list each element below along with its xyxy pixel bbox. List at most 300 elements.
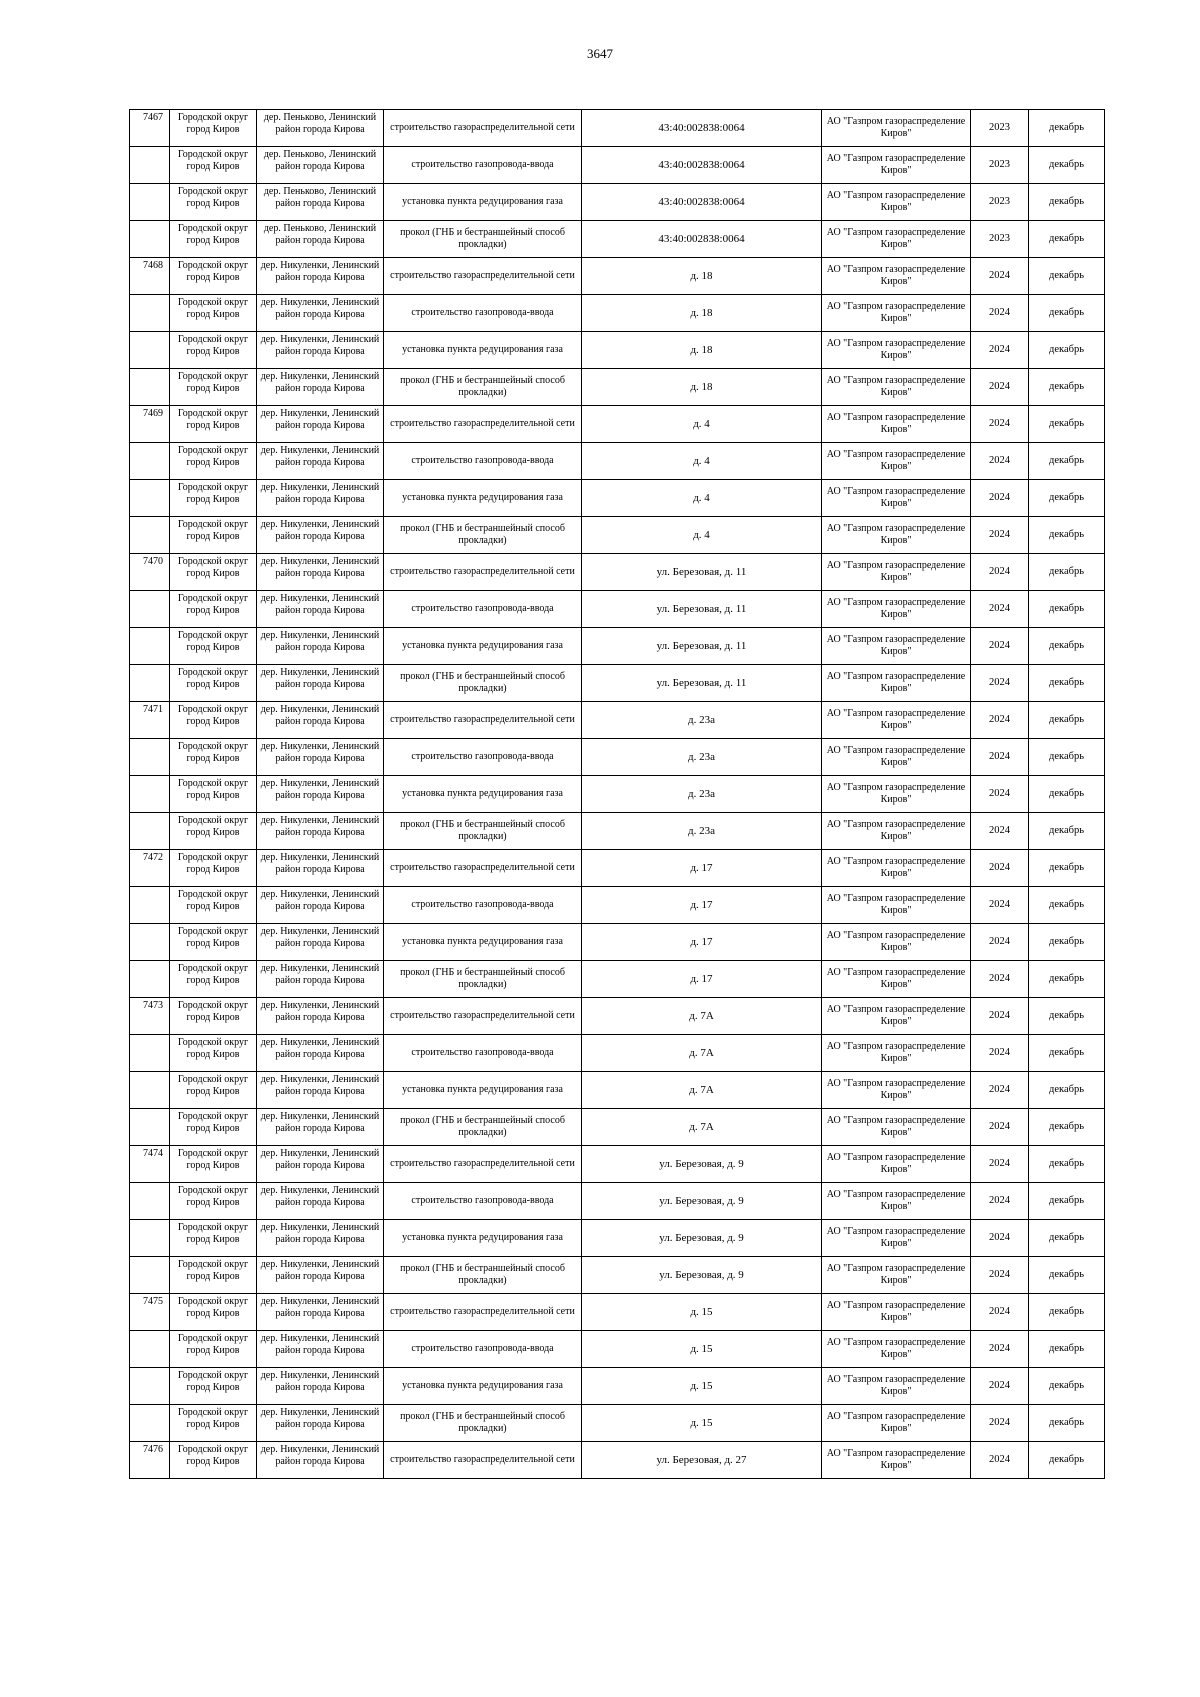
cell-month: декабрь — [1029, 480, 1105, 517]
cell-municipality: Городской округ город Киров — [170, 406, 257, 443]
cell-organization: АО "Газпром газораспределение Киров" — [822, 147, 971, 184]
cell-organization: АО "Газпром газораспределение Киров" — [822, 1035, 971, 1072]
cell-work-type: строительство газопровода-ввода — [384, 1331, 582, 1368]
cell-settlement: дер. Никуленки, Ленинский район города Кирова — [257, 924, 384, 961]
cell-settlement: дер. Никуленки, Ленинский район города Кирова — [257, 1035, 384, 1072]
page-number: 3647 — [587, 46, 613, 61]
cell-work-type: строительство газораспределительной сети — [384, 554, 582, 591]
cell-address: д. 7А — [582, 1072, 822, 1109]
cell-entry-number — [130, 147, 170, 184]
cell-work-type: установка пункта редуцирования газа — [384, 628, 582, 665]
cell-year: 2024 — [971, 813, 1029, 850]
cell-entry-number: 7467 — [130, 110, 170, 147]
cell-month: декабрь — [1029, 739, 1105, 776]
cell-work-type: строительство газопровода-ввода — [384, 295, 582, 332]
cell-year: 2024 — [971, 295, 1029, 332]
cell-year: 2024 — [971, 1183, 1029, 1220]
cell-year: 2024 — [971, 517, 1029, 554]
cell-entry-number: 7474 — [130, 1146, 170, 1183]
cell-address: 43:40:002838:0064 — [582, 221, 822, 258]
cell-month: декабрь — [1029, 332, 1105, 369]
table-row — [130, 628, 1105, 665]
table-row — [130, 1183, 1105, 1220]
cell-year: 2024 — [971, 1368, 1029, 1405]
cell-municipality: Городской округ город Киров — [170, 480, 257, 517]
table-row — [130, 184, 1105, 221]
cell-municipality: Городской округ город Киров — [170, 739, 257, 776]
cell-month: декабрь — [1029, 628, 1105, 665]
cell-month: декабрь — [1029, 1072, 1105, 1109]
table-row — [130, 776, 1105, 813]
cell-month: декабрь — [1029, 1146, 1105, 1183]
table-row — [130, 591, 1105, 628]
cell-year: 2024 — [971, 1109, 1029, 1146]
cell-organization: АО "Газпром газораспределение Киров" — [822, 591, 971, 628]
cell-year: 2024 — [971, 258, 1029, 295]
cell-address: ул. Березовая, д. 9 — [582, 1146, 822, 1183]
cell-month: декабрь — [1029, 961, 1105, 998]
cell-organization: АО "Газпром газораспределение Киров" — [822, 221, 971, 258]
table-row — [130, 924, 1105, 961]
cell-address: ул. Березовая, д. 11 — [582, 554, 822, 591]
cell-municipality: Городской округ город Киров — [170, 554, 257, 591]
cell-work-type: установка пункта редуцирования газа — [384, 924, 582, 961]
cell-month: декабрь — [1029, 554, 1105, 591]
cell-entry-number — [130, 221, 170, 258]
cell-month: декабрь — [1029, 443, 1105, 480]
cell-entry-number: 7476 — [130, 1442, 170, 1479]
cell-month: декабрь — [1029, 110, 1105, 147]
cell-month: декабрь — [1029, 258, 1105, 295]
cell-municipality: Городской округ город Киров — [170, 1072, 257, 1109]
cell-month: декабрь — [1029, 1035, 1105, 1072]
cell-municipality: Городской округ город Киров — [170, 258, 257, 295]
cell-address: д. 23а — [582, 702, 822, 739]
cell-address: д. 7А — [582, 1035, 822, 1072]
cell-settlement: дер. Никуленки, Ленинский район города Кирова — [257, 702, 384, 739]
cell-year: 2024 — [971, 591, 1029, 628]
cell-work-type: строительство газораспределительной сети — [384, 998, 582, 1035]
cell-municipality: Городской округ город Киров — [170, 443, 257, 480]
cell-work-type: строительство газораспределительной сети — [384, 258, 582, 295]
table-row — [130, 295, 1105, 332]
cell-settlement: дер. Никуленки, Ленинский район города Кирова — [257, 1405, 384, 1442]
cell-year: 2024 — [971, 1331, 1029, 1368]
cell-settlement: дер. Никуленки, Ленинский район города Кирова — [257, 628, 384, 665]
cell-address: ул. Березовая, д. 9 — [582, 1257, 822, 1294]
cell-month: декабрь — [1029, 1220, 1105, 1257]
cell-address: ул. Березовая, д. 27 — [582, 1442, 822, 1479]
cell-year: 2024 — [971, 998, 1029, 1035]
cell-work-type: прокол (ГНБ и бестраншейный способ прокладки) — [384, 961, 582, 998]
cell-settlement: дер. Пеньково, Ленинский район города Кирова — [257, 147, 384, 184]
cell-municipality: Городской округ город Киров — [170, 1109, 257, 1146]
cell-month: декабрь — [1029, 1442, 1105, 1479]
cell-address: д. 23а — [582, 739, 822, 776]
cell-work-type: установка пункта редуцирования газа — [384, 776, 582, 813]
cell-month: декабрь — [1029, 1405, 1105, 1442]
cell-work-type: строительство газопровода-ввода — [384, 1183, 582, 1220]
cell-settlement: дер. Никуленки, Ленинский район города Кирова — [257, 295, 384, 332]
cell-year: 2023 — [971, 184, 1029, 221]
cell-settlement: дер. Никуленки, Ленинский район города Кирова — [257, 517, 384, 554]
cell-work-type: установка пункта редуцирования газа — [384, 1368, 582, 1405]
cell-organization: АО "Газпром газораспределение Киров" — [822, 628, 971, 665]
cell-year: 2024 — [971, 554, 1029, 591]
cell-organization: АО "Газпром газораспределение Киров" — [822, 480, 971, 517]
cell-municipality: Городской округ город Киров — [170, 850, 257, 887]
cell-settlement: дер. Никуленки, Ленинский район города Кирова — [257, 591, 384, 628]
cell-settlement: дер. Никуленки, Ленинский район города Кирова — [257, 1368, 384, 1405]
cell-address: ул. Березовая, д. 11 — [582, 628, 822, 665]
cell-municipality: Городской округ город Киров — [170, 702, 257, 739]
cell-work-type: строительство газораспределительной сети — [384, 850, 582, 887]
cell-entry-number: 7469 — [130, 406, 170, 443]
cell-settlement: дер. Пеньково, Ленинский район города Кирова — [257, 221, 384, 258]
cell-work-type: прокол (ГНБ и бестраншейный способ прокладки) — [384, 1109, 582, 1146]
table-row — [130, 850, 1105, 887]
table-row — [130, 406, 1105, 443]
cell-month: декабрь — [1029, 1368, 1105, 1405]
cell-entry-number — [130, 591, 170, 628]
cell-year: 2024 — [971, 961, 1029, 998]
table-row — [130, 1405, 1105, 1442]
table-row — [130, 961, 1105, 998]
cell-organization: АО "Газпром газораспределение Киров" — [822, 369, 971, 406]
table-row — [130, 1220, 1105, 1257]
cell-work-type: строительство газораспределительной сети — [384, 1294, 582, 1331]
cell-month: декабрь — [1029, 1294, 1105, 1331]
cell-settlement: дер. Никуленки, Ленинский район города Кирова — [257, 961, 384, 998]
cell-settlement: дер. Никуленки, Ленинский район города Кирова — [257, 480, 384, 517]
cell-year: 2024 — [971, 665, 1029, 702]
cell-entry-number — [130, 1035, 170, 1072]
cell-municipality: Городской округ город Киров — [170, 184, 257, 221]
cell-municipality: Городской округ город Киров — [170, 110, 257, 147]
table-row — [130, 147, 1105, 184]
cell-municipality: Городской округ город Киров — [170, 1442, 257, 1479]
cell-year: 2023 — [971, 110, 1029, 147]
table-row — [130, 1109, 1105, 1146]
cell-municipality: Городской округ город Киров — [170, 1405, 257, 1442]
table-row — [130, 517, 1105, 554]
cell-work-type: строительство газопровода-ввода — [384, 147, 582, 184]
cell-month: декабрь — [1029, 998, 1105, 1035]
cell-settlement: дер. Никуленки, Ленинский район города Кирова — [257, 1146, 384, 1183]
cell-settlement: дер. Никуленки, Ленинский район города Кирова — [257, 998, 384, 1035]
cell-organization: АО "Газпром газораспределение Киров" — [822, 1146, 971, 1183]
cell-municipality: Городской округ город Киров — [170, 665, 257, 702]
cell-entry-number — [130, 776, 170, 813]
table-row — [130, 998, 1105, 1035]
table-row — [130, 1368, 1105, 1405]
cell-work-type: строительство газопровода-ввода — [384, 443, 582, 480]
cell-work-type: установка пункта редуцирования газа — [384, 1220, 582, 1257]
table-row — [130, 369, 1105, 406]
table-row — [130, 258, 1105, 295]
cell-month: декабрь — [1029, 591, 1105, 628]
cell-address: д. 15 — [582, 1368, 822, 1405]
table-body — [130, 110, 1105, 1479]
cell-organization: АО "Газпром газораспределение Киров" — [822, 702, 971, 739]
cell-year: 2024 — [971, 1257, 1029, 1294]
cell-work-type: установка пункта редуцирования газа — [384, 1072, 582, 1109]
cell-month: декабрь — [1029, 147, 1105, 184]
cell-settlement: дер. Никуленки, Ленинский район города Кирова — [257, 554, 384, 591]
cell-municipality: Городской округ город Киров — [170, 998, 257, 1035]
cell-address: д. 17 — [582, 887, 822, 924]
cell-address: ул. Березовая, д. 11 — [582, 591, 822, 628]
cell-municipality: Городской округ город Киров — [170, 961, 257, 998]
cell-settlement: дер. Никуленки, Ленинский район города Кирова — [257, 1109, 384, 1146]
cell-work-type: строительство газораспределительной сети — [384, 1146, 582, 1183]
cell-month: декабрь — [1029, 702, 1105, 739]
cell-address: д. 18 — [582, 295, 822, 332]
cell-municipality: Городской округ город Киров — [170, 924, 257, 961]
cell-work-type: прокол (ГНБ и бестраншейный способ прокладки) — [384, 517, 582, 554]
cell-address: д. 15 — [582, 1331, 822, 1368]
cell-work-type: строительство газопровода-ввода — [384, 739, 582, 776]
cell-address: 43:40:002838:0064 — [582, 184, 822, 221]
table-row — [130, 1257, 1105, 1294]
cell-entry-number — [130, 480, 170, 517]
cell-municipality: Городской округ город Киров — [170, 628, 257, 665]
cell-organization: АО "Газпром газораспределение Киров" — [822, 961, 971, 998]
cell-month: декабрь — [1029, 887, 1105, 924]
table-row — [130, 813, 1105, 850]
cell-year: 2024 — [971, 628, 1029, 665]
cell-work-type: строительство газораспределительной сети — [384, 110, 582, 147]
cell-organization: АО "Газпром газораспределение Киров" — [822, 1072, 971, 1109]
cell-entry-number: 7475 — [130, 1294, 170, 1331]
cell-municipality: Городской округ город Киров — [170, 591, 257, 628]
cell-settlement: дер. Никуленки, Ленинский район города Кирова — [257, 665, 384, 702]
cell-entry-number — [130, 961, 170, 998]
cell-municipality: Городской округ город Киров — [170, 1220, 257, 1257]
cell-entry-number — [130, 887, 170, 924]
cell-organization: АО "Газпром газораспределение Киров" — [822, 554, 971, 591]
table-row — [130, 887, 1105, 924]
cell-organization: АО "Газпром газораспределение Киров" — [822, 184, 971, 221]
cell-entry-number — [130, 1257, 170, 1294]
cell-entry-number: 7471 — [130, 702, 170, 739]
cell-entry-number — [130, 1220, 170, 1257]
cell-settlement: дер. Никуленки, Ленинский район города Кирова — [257, 1183, 384, 1220]
cell-municipality: Городской округ город Киров — [170, 295, 257, 332]
cell-organization: АО "Газпром газораспределение Киров" — [822, 1183, 971, 1220]
cell-year: 2023 — [971, 147, 1029, 184]
cell-address: д. 18 — [582, 258, 822, 295]
cell-work-type: прокол (ГНБ и бестраншейный способ прокладки) — [384, 1257, 582, 1294]
cell-work-type: прокол (ГНБ и бестраншейный способ прокладки) — [384, 813, 582, 850]
cell-organization: АО "Газпром газораспределение Киров" — [822, 924, 971, 961]
table-row — [130, 1035, 1105, 1072]
cell-organization: АО "Газпром газораспределение Киров" — [822, 739, 971, 776]
cell-entry-number — [130, 924, 170, 961]
cell-settlement: дер. Никуленки, Ленинский район города Кирова — [257, 1220, 384, 1257]
cell-address: д. 7А — [582, 998, 822, 1035]
table-row — [130, 739, 1105, 776]
table-row — [130, 665, 1105, 702]
cell-settlement: дер. Никуленки, Ленинский район города Кирова — [257, 813, 384, 850]
table-row — [130, 1146, 1105, 1183]
cell-municipality: Городской округ город Киров — [170, 1368, 257, 1405]
cell-municipality: Городской округ город Киров — [170, 147, 257, 184]
cell-organization: АО "Газпром газораспределение Киров" — [822, 1405, 971, 1442]
cell-settlement: дер. Никуленки, Ленинский район города Кирова — [257, 369, 384, 406]
cell-year: 2024 — [971, 443, 1029, 480]
table-row — [130, 110, 1105, 147]
cell-entry-number — [130, 813, 170, 850]
cell-year: 2024 — [971, 850, 1029, 887]
cell-month: декабрь — [1029, 369, 1105, 406]
cell-work-type: строительство газопровода-ввода — [384, 591, 582, 628]
gasification-register-table — [129, 109, 1105, 1479]
cell-year: 2024 — [971, 887, 1029, 924]
cell-municipality: Городской округ город Киров — [170, 1035, 257, 1072]
cell-entry-number: 7468 — [130, 258, 170, 295]
table-row — [130, 443, 1105, 480]
cell-settlement: дер. Никуленки, Ленинский район города Кирова — [257, 1257, 384, 1294]
cell-month: декабрь — [1029, 184, 1105, 221]
cell-municipality: Городской округ город Киров — [170, 776, 257, 813]
cell-work-type: строительство газопровода-ввода — [384, 1035, 582, 1072]
cell-year: 2024 — [971, 1405, 1029, 1442]
cell-entry-number — [130, 1331, 170, 1368]
cell-work-type: прокол (ГНБ и бестраншейный способ прокладки) — [384, 1405, 582, 1442]
cell-work-type: строительство газопровода-ввода — [384, 887, 582, 924]
cell-organization: АО "Газпром газораспределение Киров" — [822, 1294, 971, 1331]
cell-work-type: строительство газораспределительной сети — [384, 1442, 582, 1479]
cell-settlement: дер. Никуленки, Ленинский район города Кирова — [257, 406, 384, 443]
cell-settlement: дер. Никуленки, Ленинский район города Кирова — [257, 1072, 384, 1109]
cell-work-type: строительство газораспределительной сети — [384, 406, 582, 443]
cell-year: 2024 — [971, 1035, 1029, 1072]
cell-organization: АО "Газпром газораспределение Киров" — [822, 887, 971, 924]
table-row — [130, 1294, 1105, 1331]
cell-organization: АО "Газпром газораспределение Киров" — [822, 665, 971, 702]
cell-organization: АО "Газпром газораспределение Киров" — [822, 1368, 971, 1405]
cell-year: 2024 — [971, 776, 1029, 813]
cell-organization: АО "Газпром газораспределение Киров" — [822, 850, 971, 887]
cell-settlement: дер. Никуленки, Ленинский район города Кирова — [257, 1294, 384, 1331]
cell-organization: АО "Газпром газораспределение Киров" — [822, 332, 971, 369]
cell-address: д. 23а — [582, 776, 822, 813]
cell-work-type: прокол (ГНБ и бестраншейный способ прокладки) — [384, 369, 582, 406]
cell-organization: АО "Газпром газораспределение Киров" — [822, 1442, 971, 1479]
cell-municipality: Городской округ город Киров — [170, 332, 257, 369]
cell-year: 2024 — [971, 1146, 1029, 1183]
cell-address: д. 17 — [582, 850, 822, 887]
cell-entry-number — [130, 739, 170, 776]
cell-organization: АО "Газпром газораспределение Киров" — [822, 1109, 971, 1146]
cell-organization: АО "Газпром газораспределение Киров" — [822, 998, 971, 1035]
cell-month: декабрь — [1029, 776, 1105, 813]
cell-month: декабрь — [1029, 221, 1105, 258]
table-row — [130, 1442, 1105, 1479]
cell-month: декабрь — [1029, 1257, 1105, 1294]
cell-organization: АО "Газпром газораспределение Киров" — [822, 1257, 971, 1294]
cell-entry-number — [130, 184, 170, 221]
cell-month: декабрь — [1029, 295, 1105, 332]
cell-organization: АО "Газпром газораспределение Киров" — [822, 110, 971, 147]
cell-year: 2024 — [971, 1442, 1029, 1479]
cell-work-type: прокол (ГНБ и бестраншейный способ прокладки) — [384, 665, 582, 702]
table-row — [130, 1072, 1105, 1109]
cell-address: д. 15 — [582, 1294, 822, 1331]
cell-entry-number: 7470 — [130, 554, 170, 591]
cell-month: декабрь — [1029, 1331, 1105, 1368]
cell-address: д. 4 — [582, 480, 822, 517]
cell-address: д. 4 — [582, 406, 822, 443]
cell-address: 43:40:002838:0064 — [582, 147, 822, 184]
cell-month: декабрь — [1029, 1183, 1105, 1220]
cell-entry-number — [130, 665, 170, 702]
cell-organization: АО "Газпром газораспределение Киров" — [822, 1220, 971, 1257]
cell-municipality: Городской округ город Киров — [170, 221, 257, 258]
cell-organization: АО "Газпром газораспределение Киров" — [822, 258, 971, 295]
cell-municipality: Городской округ город Киров — [170, 517, 257, 554]
cell-entry-number — [130, 369, 170, 406]
cell-entry-number — [130, 1109, 170, 1146]
cell-entry-number — [130, 443, 170, 480]
cell-settlement: дер. Никуленки, Ленинский район города Кирова — [257, 850, 384, 887]
cell-address: д. 15 — [582, 1405, 822, 1442]
cell-organization: АО "Газпром газораспределение Киров" — [822, 295, 971, 332]
cell-month: декабрь — [1029, 850, 1105, 887]
cell-entry-number — [130, 1183, 170, 1220]
cell-address: д. 18 — [582, 369, 822, 406]
cell-settlement: дер. Никуленки, Ленинский район города Кирова — [257, 258, 384, 295]
cell-municipality: Городской округ город Киров — [170, 1146, 257, 1183]
table-row — [130, 332, 1105, 369]
cell-month: декабрь — [1029, 924, 1105, 961]
cell-settlement: дер. Никуленки, Ленинский район города Кирова — [257, 443, 384, 480]
cell-entry-number: 7472 — [130, 850, 170, 887]
cell-entry-number — [130, 295, 170, 332]
cell-settlement: дер. Пеньково, Ленинский район города Кирова — [257, 110, 384, 147]
cell-work-type: установка пункта редуцирования газа — [384, 480, 582, 517]
cell-municipality: Городской округ город Киров — [170, 1183, 257, 1220]
cell-year: 2024 — [971, 406, 1029, 443]
cell-settlement: дер. Никуленки, Ленинский район города Кирова — [257, 1331, 384, 1368]
cell-address: д. 4 — [582, 443, 822, 480]
cell-organization: АО "Газпром газораспределение Киров" — [822, 1331, 971, 1368]
cell-month: декабрь — [1029, 665, 1105, 702]
cell-municipality: Городской округ город Киров — [170, 1294, 257, 1331]
cell-address: д. 7А — [582, 1109, 822, 1146]
cell-municipality: Городской округ город Киров — [170, 887, 257, 924]
cell-address: ул. Березовая, д. 9 — [582, 1183, 822, 1220]
table-row — [130, 702, 1105, 739]
cell-entry-number: 7473 — [130, 998, 170, 1035]
cell-organization: АО "Газпром газораспределение Киров" — [822, 443, 971, 480]
cell-entry-number — [130, 332, 170, 369]
cell-settlement: дер. Никуленки, Ленинский район города Кирова — [257, 776, 384, 813]
cell-month: декабрь — [1029, 517, 1105, 554]
cell-address: ул. Березовая, д. 11 — [582, 665, 822, 702]
cell-year: 2023 — [971, 221, 1029, 258]
cell-work-type: прокол (ГНБ и бестраншейный способ прокладки) — [384, 221, 582, 258]
cell-year: 2024 — [971, 332, 1029, 369]
cell-address: д. 4 — [582, 517, 822, 554]
cell-address: 43:40:002838:0064 — [582, 110, 822, 147]
cell-entry-number — [130, 1368, 170, 1405]
table-row — [130, 554, 1105, 591]
cell-work-type: установка пункта редуцирования газа — [384, 184, 582, 221]
cell-year: 2024 — [971, 1072, 1029, 1109]
cell-address: д. 17 — [582, 961, 822, 998]
